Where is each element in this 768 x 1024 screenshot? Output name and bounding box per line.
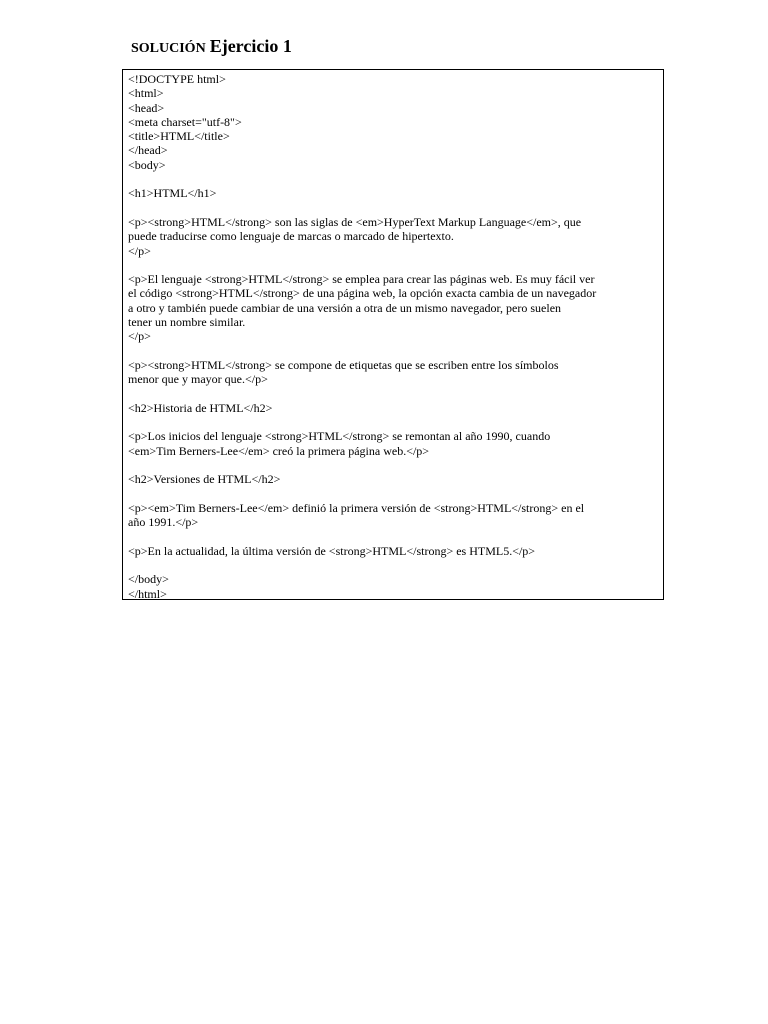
code-line: </body> [128,572,169,587]
code-line: <p>Los inicios del lenguaje <strong>HTML</strong> se remontan al año 1990, cuando [128,429,551,444]
code-line: <p><strong>HTML</strong> son las siglas de <em>HyperText Markup Language</em>, que [128,214,582,229]
code-line: <head> [128,100,165,115]
code-line: </p> [128,329,151,344]
code-line: <body> [128,157,166,172]
code-line: <!DOCTYPE html> [128,72,226,86]
code-line: menor que y mayor que.</p> [128,372,268,387]
code-line: <em>Tim Berners-Lee</em> creó la primera página web.</p> [128,443,430,458]
code-line: <h1>HTML</h1> [128,186,217,201]
code-blank-line [128,530,659,544]
code-line: <meta charset="utf-8"> [128,114,242,129]
code-line: </p> [128,243,151,258]
code-line: tener un nombre similar. [128,315,246,330]
code-blank-line [128,201,659,215]
code-line: <p><em>Tim Berners-Lee</em> definió la primera versión de <strong>HTML</strong> en el [128,500,585,515]
heading-title: Ejercicio 1 [209,36,292,56]
code-blank-line [128,172,659,186]
code-blank-line [128,558,659,572]
code-blank-line [128,344,659,358]
code-blank-line [128,487,659,501]
document-heading [131,34,292,61]
code-line: <p><strong>HTML</strong> se compone de etiquetas que se escriben entre los símbolos [128,357,559,372]
code-blank-line [128,415,659,429]
code-line: a otro y también puede cambiar de una versión a otra de un mismo navegador, pero suelen [128,300,562,315]
code-listing-box [122,69,664,600]
code-blank-line [128,458,659,472]
code-line: año 1991.</p> [128,515,199,530]
heading-prefix: SOLUCIÓN [131,41,206,56]
code-line: </html> [128,586,167,600]
code-line: <html> [128,86,164,101]
code-blank-line [128,258,659,272]
code-line: </head> [128,143,168,158]
code-line: <p>En la actualidad, la última versión de <strong>HTML</strong> es HTML5.</p> [128,543,536,558]
code-line: <h2>Historia de HTML</h2> [128,400,273,415]
code-line: <p>El lenguaje <strong>HTML</strong> se emplea para crear las páginas web. Es muy fácil ver [128,272,595,287]
code-line: <h2>Versiones de HTML</h2> [128,472,281,487]
code-line: puede traducirse como lenguaje de marcas o marcado de hipertexto. [128,229,454,244]
code-line: el código <strong>HTML</strong> de una página web, la opción exacta cambia de un navegador [128,286,597,301]
code-line: <title>HTML</title> [128,129,230,144]
code-blank-line [128,387,659,401]
